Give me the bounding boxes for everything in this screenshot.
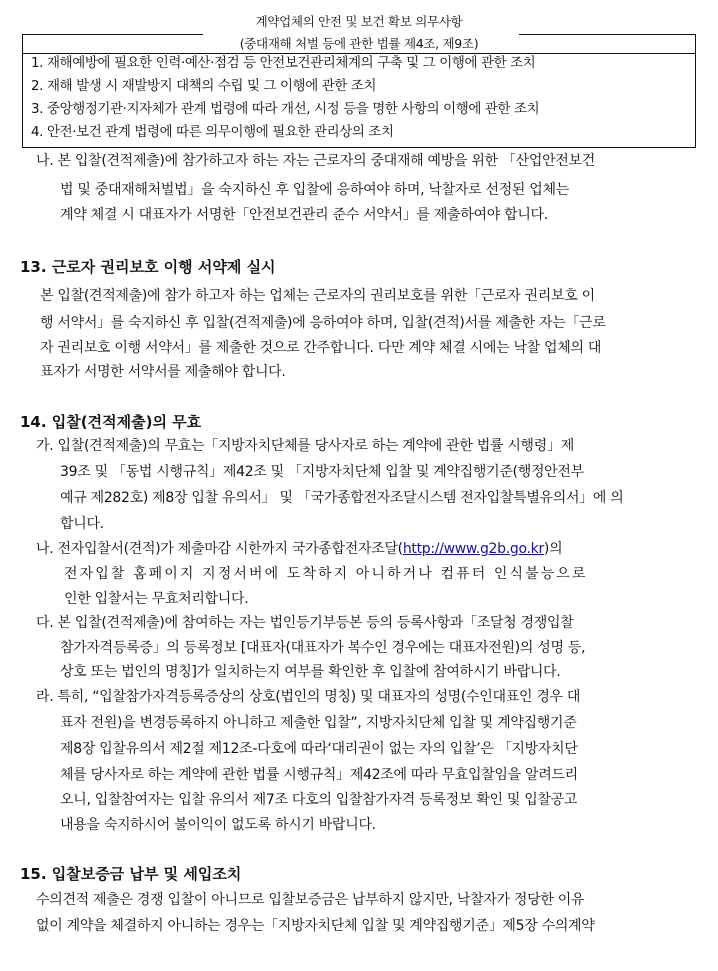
section-15-heading: 15. 입찰보증금 납부 및 세입조치 [20, 865, 242, 883]
duty-item-4: 4. 안전·보건 관계 법령에 따른 의무이행에 필요한 관리상의 조치 [31, 124, 394, 140]
section-13-heading: 13. 근로자 권리보호 이행 서약제 실시 [20, 258, 276, 276]
s15-line-1: 수의견적 제출은 경쟁 입찰이 아니므로 입찰보증금은 납부하지 않지만, 낙찰자가 정당한 이유 [36, 892, 585, 908]
s14-ra-line-5: 오니, 입찰참여자는 입찰 유의서 제7조 다호의 입찰참가자격 등록정보 확인 및 입찰공고 [60, 792, 578, 808]
g2b-link[interactable]: http://www.g2b.go.kr [402, 541, 544, 557]
s14-ra-line-1: 라. 특히, “입찰참가자격등록증상의 상호(법인의 명칭) 및 대표자의 성명(수인대표인 경우 대 [36, 689, 581, 705]
s14-na-suffix: )의 [543, 541, 563, 557]
box-subtitle: (중대재해 처벌 등에 관한 법률 제4조, 제9조) [239, 36, 479, 51]
s14-ra-line-3: 제8장 입찰유의서 제2절 제12조-다호에 따라‘대리권이 없는 자의 입찰’은 「지방자치단 [60, 741, 578, 757]
na-line-3: 계약 체결 시 대표자가 서명한「안전보건관리 준수 서약서」를 제출하여야 합니다. [60, 207, 548, 223]
duty-item-3: 3. 중앙행정기관·지자체가 관계 법령에 따라 개선, 시정 등을 명한 사항의 이행에 관한 조치 [31, 101, 540, 117]
s14-da-line-1: 다. 본 입찰(견적제출)에 참여하는 자는 법인등기부등본 등의 등록사항과「조달청 경쟁입찰 [36, 615, 574, 631]
s14-na-prefix: 나. 전자입찰서(견적)가 제출마감 시한까지 국가종합전자조달( [36, 541, 403, 557]
s14-ga-line-4: 합니다. [60, 516, 104, 532]
s14-ga-line-3: 예규 제282호) 제8장 입찰 유의서」 및 「국가종합전자조달시스템 전자입찰특별유의서」에 의 [60, 490, 624, 506]
s14-ra-line-6: 내용을 숙지하시어 불이익이 없도록 하시기 바랍니다. [60, 817, 376, 833]
s13-line-4: 표자가 서명한 서약서를 제출해야 합니다. [40, 364, 286, 380]
s14-da-line-2: 참가자격등록증」의 등록정보 [대표자(대표자가 복수인 경우에는 대표자전원)의 성명 등, [60, 640, 586, 656]
s13-line-2: 행 서약서」를 숙지하신 후 입찰(견적제출)에 응하여야 하며, 입찰(견적)서를 제출한 자는「근로 [40, 315, 606, 331]
s14-da-line-3: 상호 또는 법인의 명칭]가 일치하는지 여부를 확인한 후 입찰에 참여하시기 바랍니다. [60, 664, 561, 680]
s14-na-line-2: 전자입찰 홈페이지 지정서버에 도착하지 아니하거나 컴퓨터 인식불능으로 [64, 566, 588, 582]
box-title: 계약업체의 안전 및 보건 확보 의무사항 [255, 14, 463, 29]
s13-line-1: 본 입찰(견적제출)에 참가 하고자 하는 업체는 근로자의 권리보호를 위한「근로자 권리보호 이 [40, 288, 595, 304]
na-line-1: 나. 본 입찰(견적제출)에 참가하고자 하는 자는 근로자의 중대재해 예방을 위한 「산업안전보건 [36, 153, 595, 169]
na-line-2: 법 및 중대재해처벌법」을 숙지하신 후 입찰에 응하여야 하며, 낙찰자로 선정된 업체는 [60, 182, 569, 198]
duty-item-2: 2. 재해 발생 시 재발방지 대책의 수립 및 그 이행에 관한 조치 [31, 78, 377, 94]
duty-item-1: 1. 재해예방에 필요한 인력·예산·점검 등 안전보건관리체계의 구축 및 그 이행에 관한 조치 [31, 55, 536, 71]
s14-ga-line-2: 39조 및 「동법 시행규칙」제42조 및 「지방자치단체 입찰 및 계약집행기준(행정안전부 [60, 464, 584, 480]
section-14-heading: 14. 입찰(견적제출)의 무효 [20, 413, 202, 431]
s14-na-line-1 [36, 540, 562, 558]
s14-ga-line-1: 가. 입찰(견적제출)의 무효는「지방자치단체를 당사자로 하는 계약에 관한 법률 시행령」제 [36, 438, 574, 454]
s13-line-3: 자 권리보호 이행 서약서」를 제출한 것으로 간주합니다. 다만 계약 체결 시에는 낙찰 업체의 대 [40, 340, 602, 356]
s14-na-line-3: 인한 입찰서는 무효처리합니다. [64, 591, 249, 607]
s14-ra-line-4: 체를 당사자로 하는 계약에 관한 법률 시행규칙」제42조에 따라 무효입찰임을 알려드리 [60, 767, 578, 783]
s14-ra-line-2: 표자 전원)을 변경등록하지 아니하고 제출한 입찰”, 지방자치단체 입찰 및 계약집행기준 [60, 715, 577, 731]
s15-line-2: 없이 계약을 체결하지 아니하는 경우는「지방자치단체 입찰 및 계약집행기준」제5장 수의계약 [36, 918, 595, 934]
